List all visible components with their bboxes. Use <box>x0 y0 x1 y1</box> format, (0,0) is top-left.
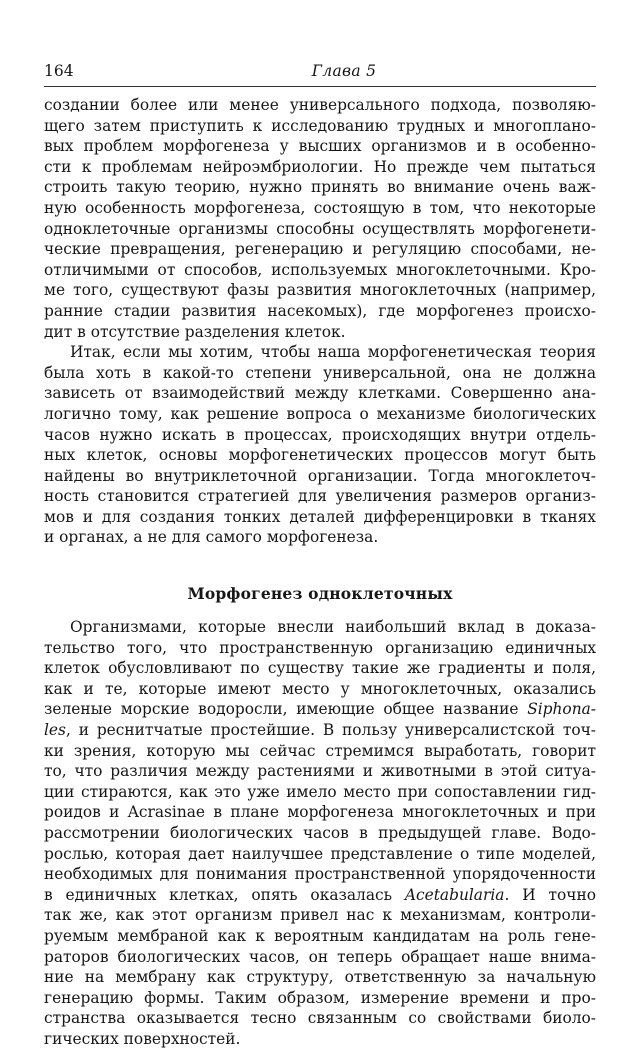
text-line: ние на мембрану как структуру, ответственную за начальную <box>44 968 596 987</box>
text-line: так же, как этот организм привел нас к механизмам, контроли- <box>44 906 596 925</box>
text-line: ранние стадии развития насекомых), где морфогенез происхо- <box>44 301 596 320</box>
text-line: ных клеток, основы морфогенетических процессов могут быть <box>44 446 596 465</box>
text-line: клеток обусловливают по существу такие же градиенты и поля, <box>44 659 596 678</box>
text-line: рассмотрении биологических часов в предыдущей главе. Водо- <box>44 824 596 842</box>
text-line: и органах, а не для самого морфогенеза. <box>44 528 379 547</box>
text-line: раторов биологических часов, он теперь обращает наше внима- <box>44 947 596 966</box>
text-line: зеленые морские водоросли, имеющие общее название Siphona- <box>44 700 596 719</box>
section-spacer <box>44 548 596 584</box>
text-line: тельство того, что пространственную организацию единичных <box>44 638 596 657</box>
latin-term: Acetabularia <box>404 885 505 904</box>
text-line: необходимых для понимания пространственной упорядоченности <box>44 865 596 884</box>
text-line: ную особенность морфогенеза, состоящую в том, что некоторые <box>44 198 596 217</box>
text-line: Итак, если мы хотим, чтобы наша морфогенетическая теория <box>70 343 596 362</box>
paragraph-3 <box>44 617 596 1049</box>
chapter-title: Глава 5 <box>311 62 377 80</box>
text-line: ческие превращения, регенерацию и регуляцию способами, не- <box>44 240 596 259</box>
section-title: Морфогенез одноклеточных <box>187 584 453 604</box>
text-line: les, и реснитчатые простейшие. В пользу универсалистской точ- <box>44 721 596 740</box>
text-line: ность становится стратегией для увеличения размеров организ- <box>44 487 596 506</box>
text-line: ме того, существуют фазы развития многоклеточных (например, <box>44 281 596 300</box>
text-line: часов нужно искать в процессах, происходящих внутри отдель- <box>44 425 596 444</box>
latin-term: Siphona- <box>527 700 596 719</box>
header-rule <box>44 86 596 87</box>
text-line: отличимыми от способов, используемых многоклеточными. Кро- <box>44 260 596 279</box>
text-line: щего затем приступить к исследованию трудных и многоплано- <box>44 116 596 135</box>
text-line: как и те, которые имеют место у многоклеточных, оказались <box>44 679 596 698</box>
text-line: руемым мембраной как к вероятным кандидатам на роль гене- <box>44 926 596 945</box>
text-line: странства оказывается тесно связанным со свойствами биоло- <box>44 1009 596 1028</box>
text-line: рослью, которая дает наилучшее представление о типе моделей, <box>44 844 596 863</box>
text-line: была хоть в какой-то степени универсальной, она не должна <box>44 363 596 382</box>
page-number: 164 <box>44 62 74 80</box>
page-body <box>44 95 596 1050</box>
text-line: найдены во внутриклеточной организации. Тогда многоклеточ- <box>44 466 596 485</box>
running-header <box>44 62 594 86</box>
section-spacer <box>44 604 596 617</box>
text-line: вых проблем морфогенеза у высших организмов и в особенно- <box>44 137 596 156</box>
text-line: генерацию формы. Таким образом, измерение времени и про- <box>44 988 596 1007</box>
paragraph-1 <box>44 95 596 342</box>
text-line: ки зрения, которую мы сейчас стремимся выработать, говорит <box>44 741 596 760</box>
text-line: дит в отсутствие разделения клеток. <box>44 322 346 341</box>
paragraph-2 <box>44 342 596 548</box>
text-line: мов и для создания тонких деталей дифференцировки в тканях <box>44 507 596 526</box>
text-line: ции стираются, как это уже имело место при сопоставлении гид- <box>44 782 596 801</box>
text-line: строить такую теорию, нужно принять во внимание очень важ- <box>44 178 596 197</box>
text-line: то, что различия между растениями и животными в этой ситуа- <box>44 762 596 781</box>
text-line: сти к проблемам нейроэмбриологии. Но прежде чем пытаться <box>44 157 596 176</box>
text-line: создании более или менее универсального подхода, позволяю- <box>44 96 596 114</box>
text-line: в единичных клетках, опять оказалась Acetabularia. И точно <box>44 885 596 904</box>
text-line: одноклеточные организмы способны осуществлять морфогенети- <box>44 219 596 238</box>
latin-term: les <box>44 721 66 740</box>
text-line: Организмами, которые внесли наибольший вклад в доказа- <box>70 618 596 637</box>
text-line: зависеть от взаимодействий между клетками. Совершенно ана- <box>44 384 596 403</box>
text-line: логично тому, как решение вопроса о механизме биологических <box>44 404 596 423</box>
text-line: роидов и Acrasinae в плане морфогенеза многоклеточных и при <box>44 803 596 822</box>
text-line: гических поверхностей. <box>44 1029 241 1048</box>
